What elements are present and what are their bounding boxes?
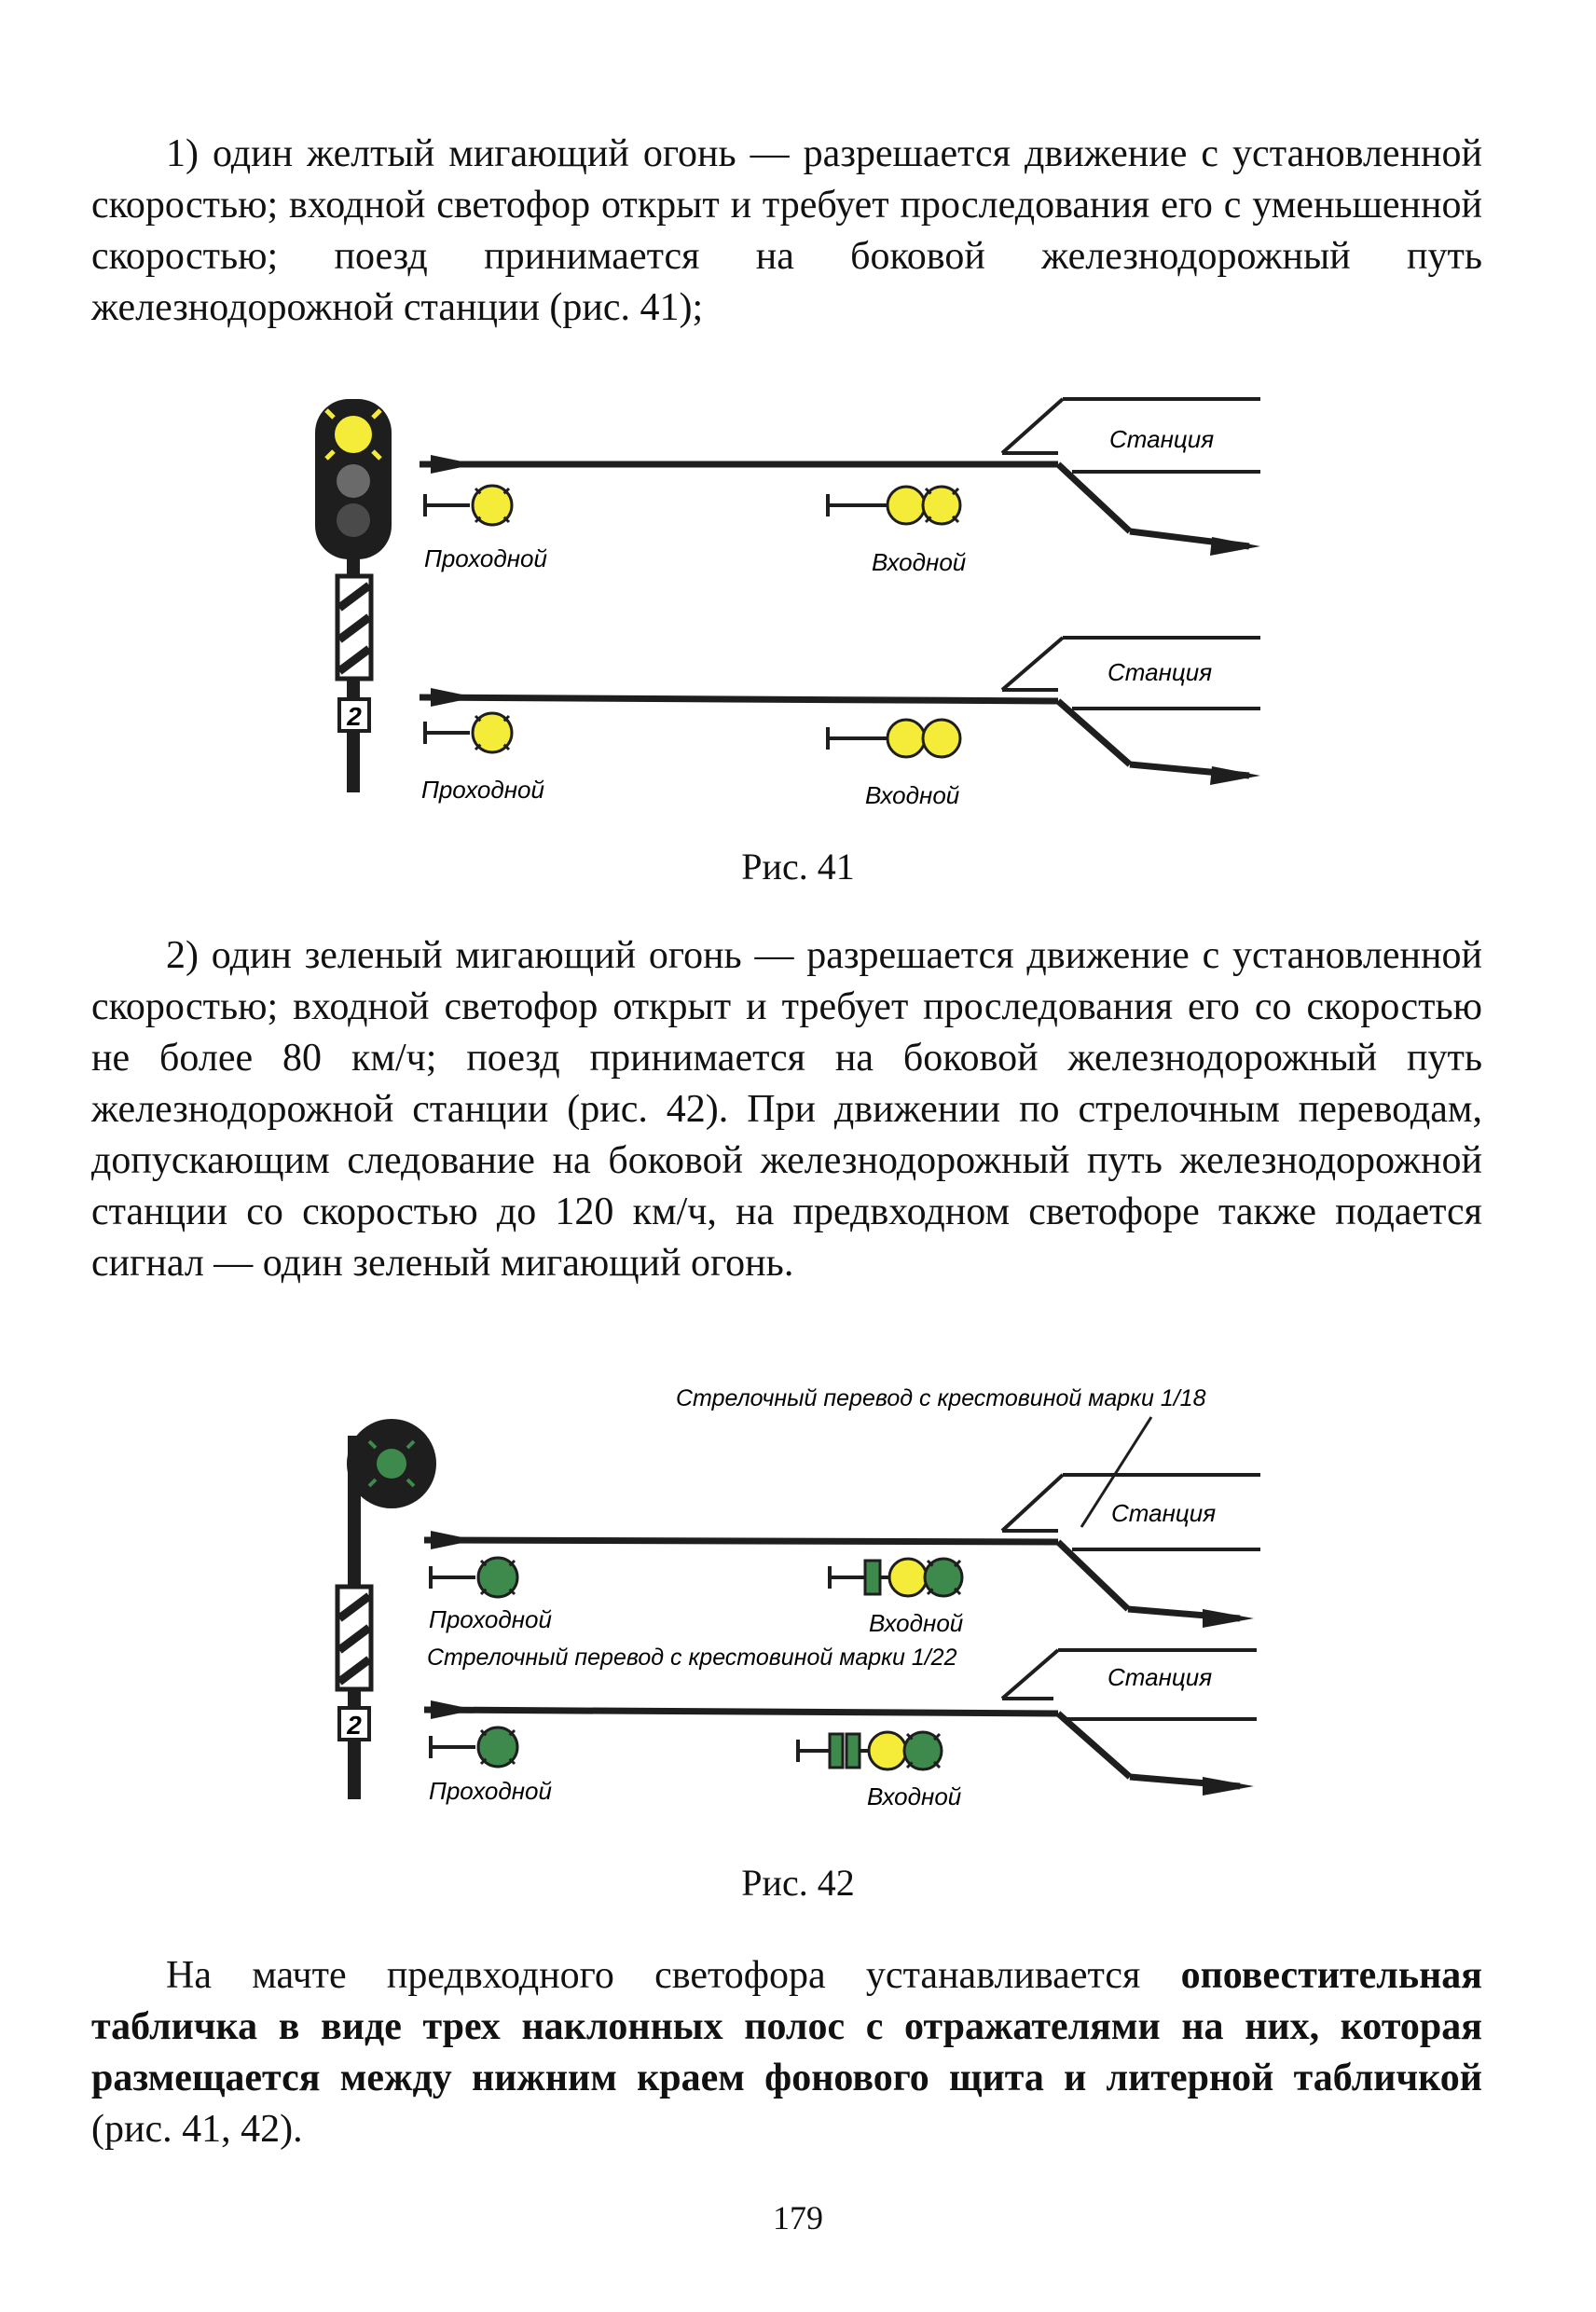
entry-signal-bottom [828,720,960,757]
entry-label-bottom: Входной [865,781,960,809]
entry-label-top: Входной [869,1609,964,1637]
paragraph-2 [91,930,1482,1289]
pre-entry-signal-green [337,1419,436,1799]
page-number: 179 [773,2199,823,2236]
top-track [420,399,1260,556]
station-label-bottom: Станция [1108,1663,1213,1691]
green-flashing-light [377,1449,406,1479]
entry-label-top: Входной [872,548,967,576]
paragraph-1 [91,129,1482,334]
station-label-top: Станция [1109,425,1215,453]
paragraph-3-end: (рис. 41, 42). [91,2108,303,2151]
paragraph-2-text: 2) один зеленый мигающий огонь — разрешается движение с установленной скоростью; входной светофор открыт и требует проследования его со скоростью не более 80 км/ч; поезд принимается на боковой железнодорожный путь железнодорожной станции (рис. 42). При движении по стрелочным переводам, допускающим следование на боковой железнодорожный путь железнодорожной станции со скоростью до 120 км/ч, на предвходном светофоре также подается сигнал — один зеленый мигающий огонь. [91,934,1482,1285]
passing-signal-top [425,486,512,525]
letter-plate: 2 [347,702,362,731]
unlit-light [337,464,370,498]
passing-label-bottom: Проходной [421,776,544,804]
passing-signal-bottom [425,713,512,752]
paragraph-1-text: 1) один желтый мигающий огонь — разрешается движение с установленной скоростью; входной светофор открыт и требует проследования его с уменьшенной скоростью; поезд принимается на боковой железнодорожный путь железнодорожной станции (рис. 41); [91,132,1482,329]
figure-41 [0,373,1596,839]
entry-signal-top [828,487,960,524]
station-label-bottom: Станция [1108,658,1213,686]
switch-label-top: Стрелочный перевод с крестовиной марки 1/18 [676,1385,1206,1411]
station-label-top: Станция [1111,1499,1217,1527]
paragraph-3-normal: На мачте предвходного светофора устанавливается [166,1954,1181,1997]
pre-entry-signal [315,399,392,792]
entry-signal-top [830,1559,962,1596]
passing-signal-bottom [431,1727,517,1767]
passing-signal-top [431,1558,517,1597]
figure-42 [0,1370,1596,1837]
yellow-flashing-light [335,416,372,453]
figure-42-caption: Рис. 42 [741,1862,855,1904]
entry-label-bottom: Входной [867,1782,962,1810]
paragraph-3 [91,1950,1482,2155]
warning-stripe-plate [337,1587,371,1689]
passing-label-top: Проходной [429,1605,552,1633]
paragraph-3-bold: оповестительная табличка в виде трех наклонных полос с отражателями на них, которая размещается между нижним краем фонового щита и литерной табличкой [91,1954,1482,2099]
entry-signal-bottom [798,1732,942,1769]
figure-41-caption: Рис. 41 [741,846,855,888]
letter-plate: 2 [347,1711,362,1740]
unlit-light [337,503,370,537]
switch-label-bottom: Стрелочный перевод с крестовиной марки 1/22 [427,1645,957,1671]
passing-label-top: Проходной [424,544,547,572]
warning-stripe-plate [337,576,371,679]
passing-label-bottom: Проходной [429,1777,552,1805]
